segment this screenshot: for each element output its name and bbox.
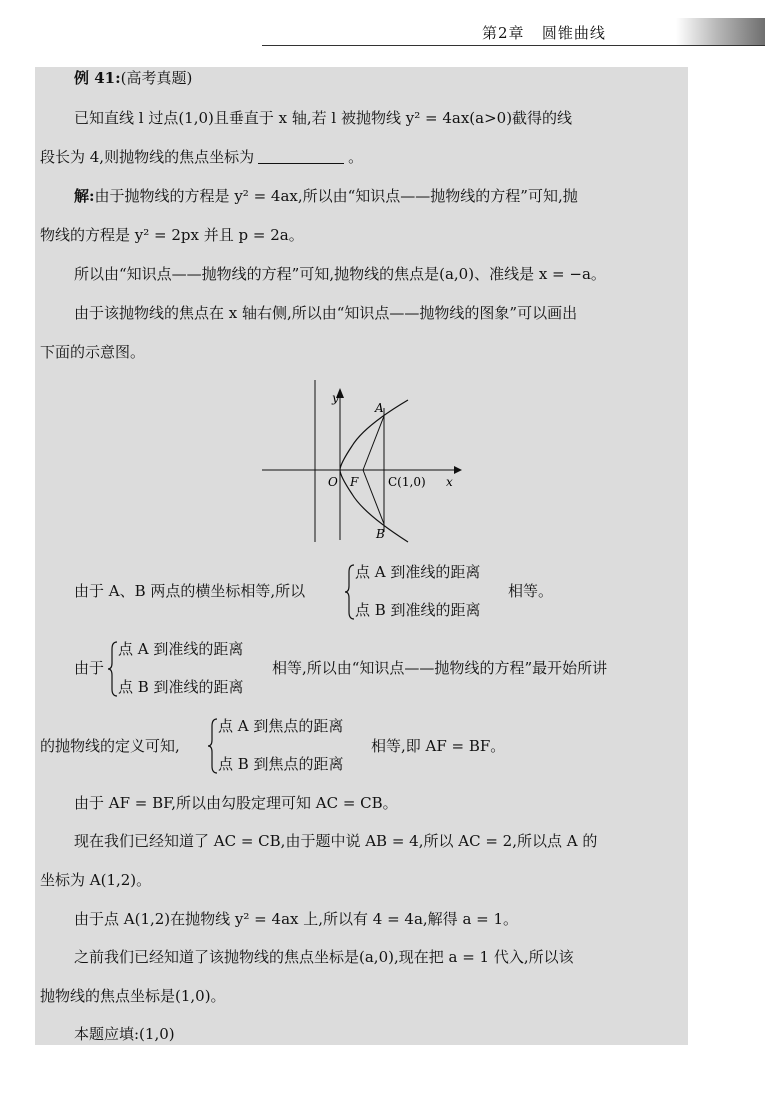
label-y: y: [332, 391, 339, 405]
label-point-a: A: [375, 401, 384, 415]
answer-line: 本题应填:(1,0): [74, 1025, 175, 1043]
chapter-title: 圆锥曲线: [541, 24, 606, 42]
example-source: (高考真题): [120, 69, 193, 87]
chapter-number: 第2章: [482, 24, 525, 42]
label-x: x: [446, 475, 453, 489]
solution-line-6: 由于 AF = BF,所以由勾股定理可知 AC = CB。: [74, 794, 398, 812]
brace-3-bottom: 点 B 到焦点的距离: [218, 755, 344, 773]
label-focus: F: [350, 475, 359, 489]
solution-line-1: [74, 186, 578, 206]
solution-text-1: 由于抛物线的方程是 y² = 4ax,所以由“知识点——抛物线的方程”可知,抛: [94, 187, 578, 205]
running-header: [482, 22, 606, 43]
solution-line-11: 抛物线的焦点坐标是(1,0)。: [40, 987, 226, 1005]
left-brace-3: [208, 716, 218, 776]
header-rule: [262, 45, 765, 46]
solution-line-2: 物线的方程是 y² = 2px 并且 p = 2a。: [40, 226, 304, 244]
example-panel: [35, 67, 688, 1045]
segment-bf: [363, 470, 384, 524]
brace-group-2: [108, 639, 268, 699]
parabola-curve: [340, 400, 408, 542]
brace-group-1: [345, 562, 505, 622]
example-heading: [74, 68, 192, 88]
solution-line-7: 现在我们已经知道了 AC = CB,由于题中说 AB = 4,所以 AC = 2,所以点 A 的: [74, 832, 598, 850]
brace-line-2-suffix: 相等,所以由“知识点——抛物线的方程”最开始所讲: [272, 659, 608, 677]
brace-line-2-prefix: 由于: [74, 659, 105, 677]
left-brace-1: [345, 562, 355, 622]
solution-label: 解:: [74, 187, 95, 205]
question-line-2: [40, 147, 363, 167]
brace-line-1-prefix: 由于 A、B 两点的横坐标相等,所以: [74, 582, 306, 600]
brace-1-top: 点 A 到准线的距离: [355, 563, 481, 581]
brace-2-bottom: 点 B 到准线的距离: [118, 678, 244, 696]
solution-line-3: 所以由“知识点——抛物线的方程”可知,抛物线的焦点是(a,0)、准线是 x = −a。: [74, 265, 606, 283]
left-brace-2: [108, 639, 118, 699]
header-gradient-tab: [676, 18, 765, 45]
solution-line-5: 下面的示意图。: [40, 343, 146, 361]
solution-line-9: 由于点 A(1,2)在抛物线 y² = 4ax 上,所以有 4 = 4a,解得 a = 1。: [74, 910, 519, 928]
brace-line-1-suffix: 相等。: [508, 582, 554, 600]
brace-2-top: 点 A 到准线的距离: [118, 640, 244, 658]
brace-line-3-suffix: 相等,即 AF = BF。: [371, 737, 506, 755]
brace-line-3-prefix: 的抛物线的定义可知,: [40, 737, 180, 755]
question-line-1: 已知直线 l 过点(1,0)且垂直于 x 轴,若 l 被抛物线 y² = 4ax(a>0)截得的线: [74, 109, 573, 127]
parabola-diagram: [262, 376, 462, 546]
brace-group-3: [208, 716, 368, 776]
solution-line-8: 坐标为 A(1,2)。: [40, 871, 152, 889]
example-number: 例 41:: [74, 69, 121, 87]
brace-1-bottom: 点 B 到准线的距离: [355, 601, 481, 619]
question-end: 。: [348, 148, 364, 166]
label-point-c: C(1,0): [388, 475, 426, 489]
question-text: 段长为 4,则抛物线的焦点坐标为: [40, 148, 255, 166]
solution-line-4: 由于该抛物线的焦点在 x 轴右侧,所以由“知识点——抛物线的图象”可以画出: [74, 304, 578, 322]
label-origin: O: [328, 475, 338, 489]
x-axis-arrow: [454, 466, 462, 474]
answer-blank: [258, 149, 344, 164]
brace-3-top: 点 A 到焦点的距离: [218, 717, 344, 735]
label-point-b: B: [376, 527, 385, 541]
segment-af: [363, 416, 384, 470]
solution-line-10: 之前我们已经知道了该抛物线的焦点坐标是(a,0),现在把 a = 1 代入,所以该: [74, 948, 574, 966]
